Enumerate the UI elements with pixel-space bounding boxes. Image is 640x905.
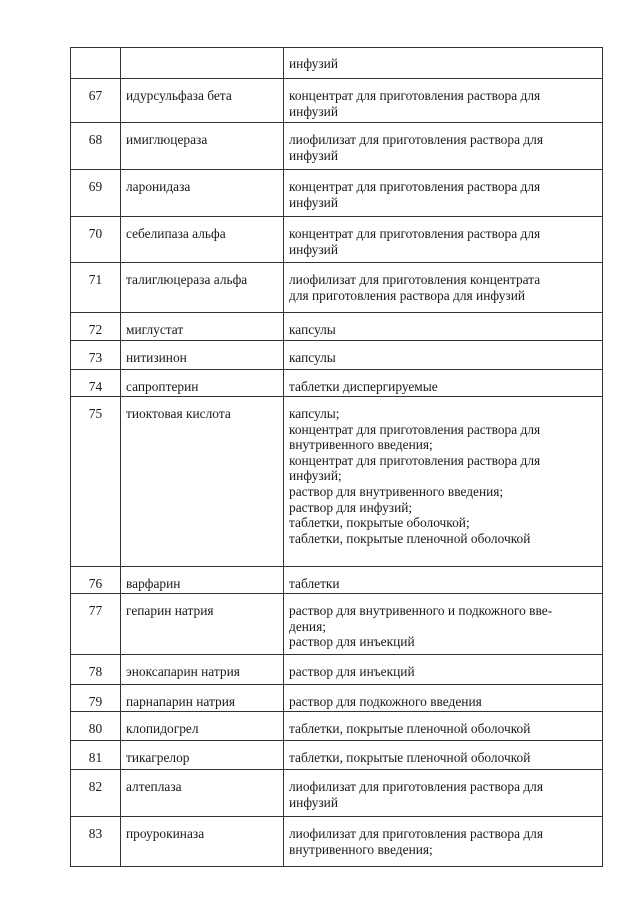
row-number-cell bbox=[71, 770, 121, 817]
dosage-form-cell bbox=[284, 741, 603, 770]
table-row bbox=[71, 170, 603, 217]
dosage-form-cell bbox=[284, 594, 603, 655]
row-number-cell bbox=[71, 817, 121, 867]
row-number: 69 bbox=[88, 179, 103, 194]
row-number-cell bbox=[71, 217, 121, 263]
dosage-form-line: таблетки, покрытые пленочной оболочкой bbox=[289, 750, 531, 765]
dosage-form-line: инфузий bbox=[289, 147, 338, 163]
drug-name-cell bbox=[121, 48, 284, 79]
dosage-form-cell bbox=[284, 685, 603, 712]
row-number bbox=[71, 48, 120, 56]
dosage-form-line: раствор для внутривенного введения; bbox=[289, 483, 504, 499]
dosage-form-line: таблетки, покрытые оболочкой; bbox=[289, 515, 470, 531]
drug-name-cell bbox=[121, 770, 284, 817]
table-row bbox=[71, 741, 603, 770]
row-number: 76 bbox=[88, 576, 103, 591]
dosage-form-line: лиофилизат для приготовления раствора для bbox=[289, 826, 544, 841]
drug-name-cell bbox=[121, 217, 284, 263]
dosage-form-line: таблетки, покрытые пленочной оболочкой bbox=[289, 721, 531, 736]
row-number: 68 bbox=[88, 132, 103, 147]
table-row bbox=[71, 712, 603, 741]
drug-name-cell bbox=[121, 397, 284, 567]
table-row bbox=[71, 48, 603, 79]
row-number: 81 bbox=[88, 750, 103, 765]
dosage-form-line: лиофилизат для приготовления раствора для bbox=[289, 132, 544, 147]
dosage-form-line: дения; bbox=[289, 618, 326, 634]
dosage-form-line: инфузий; bbox=[289, 468, 342, 484]
row-number-cell bbox=[71, 594, 121, 655]
dosage-form-line: внутривенного введения; bbox=[289, 437, 433, 453]
row-number: 80 bbox=[88, 721, 103, 736]
dosage-form-line: раствор для инъекций bbox=[289, 664, 415, 679]
dosage-form-line: таблетки, покрытые пленочной оболочкой bbox=[289, 530, 531, 546]
dosage-form-cell bbox=[284, 712, 603, 741]
dosage-form-cell bbox=[284, 817, 603, 867]
drug-name: себелипаза альфа bbox=[126, 226, 226, 241]
drug-name-cell bbox=[121, 817, 284, 867]
table-row bbox=[71, 313, 603, 341]
table-row bbox=[71, 770, 603, 817]
table-row bbox=[71, 79, 603, 123]
dosage-form-line: таблетки диспергируемые bbox=[289, 379, 438, 394]
dosage-form-line: раствор для внутривенного и подкожного вве- bbox=[289, 603, 553, 618]
row-number: 72 bbox=[88, 322, 103, 337]
dosage-form-line: инфузий bbox=[289, 794, 338, 810]
drug-name: сапроптерин bbox=[126, 379, 199, 394]
dosage-form-cell bbox=[284, 263, 603, 313]
row-number: 70 bbox=[88, 226, 103, 241]
dosage-form-cell bbox=[284, 567, 603, 594]
dosage-form-line: инфузий bbox=[289, 241, 338, 257]
table-row bbox=[71, 817, 603, 867]
row-number: 67 bbox=[88, 88, 103, 103]
dosage-form-cell bbox=[284, 170, 603, 217]
row-number: 78 bbox=[88, 664, 103, 679]
dosage-form-line: таблетки bbox=[289, 576, 340, 591]
row-number-cell bbox=[71, 655, 121, 685]
drug-name: алтеплаза bbox=[126, 779, 182, 794]
dosage-form-cell bbox=[284, 397, 603, 567]
dosage-form-cell bbox=[284, 341, 603, 370]
dosage-form-cell bbox=[284, 313, 603, 341]
drug-name: ларонидаза bbox=[126, 179, 191, 194]
table-row bbox=[71, 263, 603, 313]
dosage-form-line: капсулы bbox=[289, 322, 336, 337]
drug-name-cell bbox=[121, 123, 284, 170]
drug-name-cell bbox=[121, 170, 284, 217]
dosage-form-line: инфузий bbox=[289, 103, 338, 119]
dosage-form-line: для приготовления раствора для инфузий bbox=[289, 287, 526, 303]
row-number: 82 bbox=[88, 779, 103, 794]
row-number: 77 bbox=[88, 603, 103, 618]
dosage-form-cell bbox=[284, 123, 603, 170]
row-number-cell bbox=[71, 170, 121, 217]
row-number-cell bbox=[71, 79, 121, 123]
drug-name bbox=[121, 48, 283, 56]
drug-name: имиглюцераза bbox=[126, 132, 208, 147]
row-number: 73 bbox=[88, 350, 103, 365]
drug-name: идурсульфаза бета bbox=[126, 88, 232, 103]
dosage-form-line: концентрат для приготовления раствора для bbox=[289, 421, 541, 437]
dosage-form-line: капсулы; bbox=[289, 406, 340, 421]
row-number-cell bbox=[71, 123, 121, 170]
row-number-cell bbox=[71, 741, 121, 770]
dosage-form-line: концентрат для приготовления раствора для bbox=[289, 179, 541, 194]
drug-name-cell bbox=[121, 341, 284, 370]
drug-name: нитизинон bbox=[126, 350, 187, 365]
drug-name-cell bbox=[121, 712, 284, 741]
row-number-cell bbox=[71, 397, 121, 567]
drug-table bbox=[70, 47, 603, 867]
dosage-form-line: инфузий bbox=[289, 194, 338, 210]
drug-name-cell bbox=[121, 263, 284, 313]
row-number: 74 bbox=[88, 379, 103, 394]
dosage-form-line: лиофилизат для приготовления концентрата bbox=[289, 272, 541, 287]
table-row bbox=[71, 341, 603, 370]
row-number-cell bbox=[71, 341, 121, 370]
drug-name: варфарин bbox=[126, 576, 181, 591]
row-number: 79 bbox=[88, 694, 103, 709]
dosage-form-cell bbox=[284, 370, 603, 397]
drug-name-cell bbox=[121, 567, 284, 594]
dosage-form-cell bbox=[284, 217, 603, 263]
dosage-form-line: концентрат для приготовления раствора для bbox=[289, 226, 541, 241]
dosage-form-line: раствор для подкожного введения bbox=[289, 694, 482, 709]
row-number-cell bbox=[71, 370, 121, 397]
drug-name-cell bbox=[121, 79, 284, 123]
table-row bbox=[71, 370, 603, 397]
row-number: 83 bbox=[88, 826, 103, 841]
table-row bbox=[71, 567, 603, 594]
dosage-form-line: лиофилизат для приготовления раствора для bbox=[289, 779, 544, 794]
dosage-form-cell bbox=[284, 770, 603, 817]
dosage-form-line: раствор для инъекций bbox=[289, 634, 415, 650]
dosage-form-cell bbox=[284, 48, 603, 79]
drug-name: парнапарин натрия bbox=[126, 694, 236, 709]
row-number-cell bbox=[71, 685, 121, 712]
drug-name-cell bbox=[121, 313, 284, 341]
table-row bbox=[71, 655, 603, 685]
drug-name: гепарин натрия bbox=[126, 603, 214, 618]
table-row bbox=[71, 217, 603, 263]
table-row bbox=[71, 397, 603, 567]
table-row bbox=[71, 594, 603, 655]
dosage-form-line: капсулы bbox=[289, 350, 336, 365]
dosage-form-cell bbox=[284, 79, 603, 123]
drug-name: тиоктовая кислота bbox=[126, 406, 231, 421]
row-number-cell bbox=[71, 567, 121, 594]
row-number-cell bbox=[71, 48, 121, 79]
row-number-cell bbox=[71, 712, 121, 741]
drug-name: талиглюцераза альфа bbox=[126, 272, 248, 287]
row-number-cell bbox=[71, 313, 121, 341]
dosage-form-line: раствор для инфузий; bbox=[289, 499, 413, 515]
dosage-form-line: концентрат для приготовления раствора для bbox=[289, 88, 541, 103]
drug-name-cell bbox=[121, 741, 284, 770]
dosage-form-line: инфузий bbox=[289, 56, 338, 71]
dosage-form-cell bbox=[284, 655, 603, 685]
drug-name: проурокиназа bbox=[126, 826, 205, 841]
drug-name-cell bbox=[121, 685, 284, 712]
row-number: 71 bbox=[88, 272, 103, 287]
drug-name-cell bbox=[121, 370, 284, 397]
drug-name: эноксапарин натрия bbox=[126, 664, 240, 679]
row-number-cell bbox=[71, 263, 121, 313]
drug-table-body bbox=[71, 48, 603, 867]
dosage-form-line: концентрат для приготовления раствора для bbox=[289, 452, 541, 468]
drug-name: тикагрелор bbox=[126, 750, 190, 765]
table-row bbox=[71, 685, 603, 712]
drug-name-cell bbox=[121, 655, 284, 685]
dosage-form-line: внутривенного введения; bbox=[289, 841, 433, 857]
drug-name-cell bbox=[121, 594, 284, 655]
drug-name: миглустат bbox=[126, 322, 184, 337]
row-number: 75 bbox=[88, 406, 103, 421]
drug-name: клопидогрел bbox=[126, 721, 199, 736]
table-row bbox=[71, 123, 603, 170]
